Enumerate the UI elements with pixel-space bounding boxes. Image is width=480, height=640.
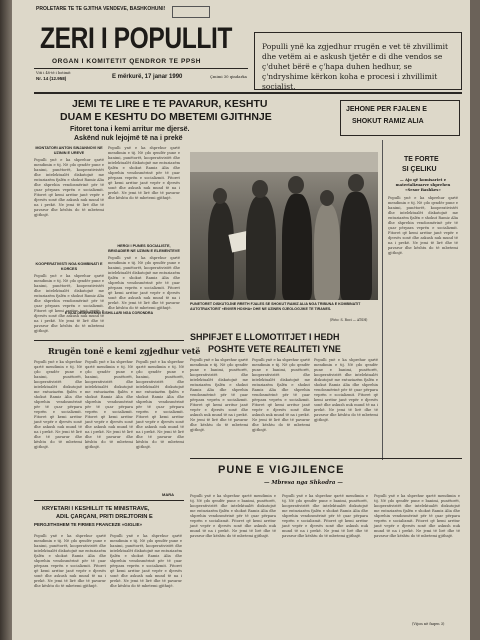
photo-credit: (Foto: S. Roci — ATSH) <box>330 318 368 322</box>
workers-photo <box>190 152 378 300</box>
masthead-rule <box>34 68 248 69</box>
vigilance-column-1: Populli ynë e ka shprehur qartë mendimin e tij. Në çdo qendër pune e banimi, punëtorët, kooperativistët dhe intelektualët diskutojnë me entuziazëm fjalën e shokut Ramiz Alia dhe shprehin vendosmërinë për të çuar përpara veprën e socializmit. Fitoret që kemi arritur janë vepër e djersës sonë dhe askush nuk mund të na i prekë. Ne jemi të lirë dhe të pavarur dhe kështu do të mbetemi gjithnjë. <box>190 494 276 538</box>
lead-subhead-2: Askënd nuk lejojmë të na i prekë <box>74 135 183 142</box>
byline-4: E BIJA DEMIRHEMMI KISHILLARI NGA CORONDRA <box>64 311 154 315</box>
vigilance-subhead: — Mbresa nga Shkodra — <box>264 480 343 486</box>
road-column-3: Populli ynë e ka shprehur qartë mendimin e tij. Në çdo qendër pune e banimi, punëtorët, kooperativistët dhe intelektualët diskutojnë me entuziazëm fjalën e shokut Ramiz Alia dhe shprehin vendosmërinë për të çuar përpara veprën e socializmit. Fitoret që kemi arritur janë vepër e djersës sonë dhe askush nuk mund të na i prekë. Ne jemi të lirë dhe të pavarur dhe kështu do të mbetemi gjithnjë. <box>136 360 184 449</box>
newspaper-page <box>12 0 470 640</box>
right-heading-2: SI ÇELIKU <box>402 166 437 173</box>
article-column-3: Populli ynë e ka shprehur qartë mendimin e tij. Në çdo qendër pune e banimi, punëtorët, kooperativistët dhe intelektualët diskutojnë me entuziazëm fjalën e shokut Ramiz Alia dhe shprehin vendosmërinë për të çuar përpara veprën e socializmit. Fitoret që kemi arritur janë vepër e djersës sonë dhe askush nuk mund të na i prekë. Ne jemi të lirë dhe të pavarur dhe kështu do të mbetemi gjithnjë. <box>34 274 104 333</box>
vigilance-rule <box>190 458 462 459</box>
second-column-1: Populli ynë e ka shprehur qartë mendimin e tij. Në çdo qendër pune e banimi, punëtorët, kooperativistët dhe intelektualët diskutojnë me entuziazëm fjalën e shokut Ramiz Alia dhe shprehin vendosmërinë për të çuar përpara veprën e socializmit. Fitoret që kemi arritur janë vepër e djersës sonë dhe askush nuk mund të na i prekë. Ne jemi të lirë dhe të pavarur dhe kështu do të mbetemi gjithnjë. <box>190 358 248 432</box>
masthead-subtitle: ORGAN I KOMITETIT QENDROR TE PPSH <box>52 58 202 65</box>
road-column-2: Populli ynë e ka shprehur qartë mendimin e tij. Në çdo qendër pune e banimi, punëtorët, kooperativistët dhe intelektualët diskutojnë me entuziazëm fjalën e shokut Ramiz Alia dhe shprehin vendosmërinë për të çuar përpara veprën e socializmit. Fitoret që kemi arritur janë vepër e djersës sonë dhe askush nuk mund të na i prekë. Ne jemi të lirë dhe të pavarur dhe kështu do të mbetemi gjithnjë. <box>85 360 133 449</box>
article-column-4: Populli ynë e ka shprehur qartë mendimin e tij. Në çdo qendër pune e banimi, punëtorët, kooperativistët dhe intelektualët diskutojnë me entuziazëm fjalën e shokut Ramiz Alia dhe shprehin vendosmërinë për të çuar përpara veprën e socializmit. Fitoret që kemi arritur janë vepër e djersës sonë dhe askush nuk mund të na i prekë. Ne jemi të lirë dhe të pavarur dhe kështu do të mbetemi gjithnjë. <box>108 256 180 310</box>
lead-headline-1: JEMI TE LIRE E TE PAVARUR, KESHTU <box>72 98 268 110</box>
byline-1: MONTATORI ANTON SINJANNOVI NE UZININ E UREVE <box>35 146 103 155</box>
byline-3: KOOPERATIVISTI NGA KOMBINATI E KORCES <box>35 262 103 271</box>
second-column-2: Populli ynë e ka shprehur qartë mendimin e tij. Në çdo qendër pune e banimi, punëtorët, kooperativistët dhe intelektualët diskutojnë me entuziazëm fjalën e shokut Ramiz Alia dhe shprehin vendosmërinë për të çuar përpara veprën e socializmit. Fitoret që kemi arritur janë vepër e djersës sonë dhe askush nuk mund të na i prekë. Ne jemi të lirë dhe të pavarur dhe kështu do të mbetemi gjithnjë. <box>252 358 310 432</box>
quote-text: Populli ynë ka zgjedhur rrugën e vet të zhvillimit dhe vetëm ai e askush tjetër e di dhe vendos se ç'duhet bërë e ç'hapa duhen hedhur, se ç'ndryshime kërkon koha e procesi i zhvillimit socialist. <box>262 42 449 91</box>
signature-mara: MARA <box>162 492 174 497</box>
stamp <box>172 6 210 18</box>
photo-caption: PUNETORET DISKUTOJNE RRETH FJALES SE SHOKUT RAMIZ ALIA NGA TRIBUNA E KOMBINATIT AUTOTRAKTORIT «ENVER HOXHA» DHE NE UZINEN GJEOLOGJIKE TE TIRANES. <box>190 302 361 311</box>
article-column-1: Populli ynë e ka shprehur qartë mendimin e tij. Në çdo qendër pune e banimi, punëtorët, kooperativistët dhe intelektualët diskutojnë me entuziazëm fjalën e shokut Ramiz Alia dhe shprehin vendosmërinë për të çuar përpara veprën e socializmit. Fitoret që kemi arritur janë vepër e djersës sonë dhe askush nuk mund të na i prekë. Ne jemi të lirë dhe të pavarur dhe kështu do të mbetemi gjithnjë. <box>34 158 104 217</box>
vigilance-column-3: Populli ynë e ka shprehur qartë mendimin e tij. Në çdo qendër pune e banimi, punëtorët, kooperativistët dhe intelektualët diskutojnë me entuziazëm fjalën e shokut Ramiz Alia dhe shprehin vendosmërinë për të çuar përpara veprën e socializmit. Fitoret që kemi arritur janë vepër e djersës sonë dhe askush nuk mund të na i prekë. Ne jemi të lirë dhe të pavarur dhe kështu do të mbetemi gjithnjë. <box>374 494 460 538</box>
right-heading-1: TE FORTE <box>404 156 439 163</box>
lead-subhead-1: Fitoret tona i kemi arritur me djersë. <box>70 126 190 133</box>
issue-price: Çmimi 30 qindarka <box>210 74 247 79</box>
bottom-left-line-1: KRYETARI I KESHILLIT TE MINISTRAVE, <box>42 506 150 512</box>
continued-note: (Vijon në faqen 3) <box>412 622 445 626</box>
vigilance-column-2: Populli ynë e ka shprehur qartë mendimin e tij. Në çdo qendër pune e banimi, punëtorët, kooperativistët dhe intelektualët diskutojnë me entuziazëm fjalën e shokut Ramiz Alia dhe shprehin vendosmërinë për të çuar përpara veprën e socializmit. Fitoret që kemi arritur janë vepër e djersës sonë dhe askush nuk mund të na i prekë. Ne jemi të lirë dhe të pavarur dhe kështu do të mbetemi gjithnjë. <box>282 494 368 538</box>
bottom-left-rule <box>34 500 184 501</box>
right-intro: — Ajo që komisariet e materializuarve shprehen «Sesor Bashkes» <box>395 177 451 192</box>
byline-2: HEROI I PUNES SOCIALISTE, BRIGADIER NE UZININ E ELEMENTEVE <box>108 244 180 253</box>
road-rule <box>34 340 184 341</box>
right-col-rule <box>382 140 383 460</box>
road-headline: Rrugën tonë e kemi zgjedhur vetë <box>48 346 201 356</box>
lead-headline-2: DUAM E KESHTU DO MBETEMI GJITHNJE <box>60 111 272 123</box>
road-column-1: Populli ynë e ka shprehur qartë mendimin e tij. Në çdo qendër pune e banimi, punëtorët, kooperativistët dhe intelektualët diskutojnë me entuziazëm fjalën e shokut Ramiz Alia dhe shprehin vendosmërinë për të çuar përpara veprën e socializmit. Fitoret që kemi arritur janë vepër e djersës sonë dhe askush nuk mund të na i prekë. Ne jemi të lirë dhe të pavarur dhe kështu do të mbetemi gjithnjë. <box>34 360 82 449</box>
issue-number: Nr. 14 (12.958) <box>36 76 67 81</box>
issue-date: E mërkurë, 17 janar 1990 <box>112 74 183 80</box>
masthead-bottom-rule <box>34 92 462 94</box>
second-headline-2: POSHTE VETE REALITETI YNE <box>208 344 341 354</box>
right-column-body: Populli ynë e ka shprehur qartë mendimin e tij. Në çdo qendër pune e banimi, punëtorët, kooperativistët dhe intelektualët diskutojnë me entuziazëm fjalën e shokut Ramiz Alia dhe shprehin vendosmërinë për të çuar përpara veprën e socializmit. Fitoret që kemi arritur janë vepër e djersës sonë dhe askush nuk mund të na i prekë. Ne jemi të lirë dhe të pavarur dhe kështu do të mbetemi gjithnjë. <box>388 196 458 255</box>
masthead-slogan: PROLETARE TE TE GJITHA VENDEVE, BASHKOHUNI! <box>36 6 166 12</box>
tribute-line-1: JEHONE PER FJALEN E <box>346 106 427 113</box>
article-column-2: Populli ynë e ka shprehur qartë mendimin e tij. Në çdo qendër pune e banimi, punëtorët, kooperativistët dhe intelektualët diskutojnë me entuziazëm fjalën e shokut Ramiz Alia dhe shprehin vendosmërinë për të çuar përpara veprën e socializmit. Fitoret që kemi arritur janë vepër e djersës sonë dhe askush nuk mund të na i prekë. Ne jemi të lirë dhe të pavarur dhe kështu do të mbetemi gjithnjë. <box>108 146 180 200</box>
bottom-left-column-1: Populli ynë e ka shprehur qartë mendimin e tij. Në çdo qendër pune e banimi, punëtorët, kooperativistët dhe intelektualët diskutojnë me entuziazëm fjalën e shokut Ramiz Alia dhe shprehin vendosmërinë për të çuar përpara veprën e socializmit. Fitoret që kemi arritur janë vepër e djersës sonë dhe askush nuk mund të na i prekë. Ne jemi të lirë dhe të pavarur dhe kështu do të mbetemi gjithnjë. <box>34 534 106 588</box>
masthead-title: ZERI I POPULLIT <box>40 22 233 55</box>
bottom-left-column-2: Populli ynë e ka shprehur qartë mendimin e tij. Në çdo qendër pune e banimi, punëtorët, kooperativistët dhe intelektualët diskutojnë me entuziazëm fjalën e shokut Ramiz Alia dhe shprehin vendosmërinë për të çuar përpara veprën e socializmit. Fitoret që kemi arritur janë vepër e djersës sonë dhe askush nuk mund të na i prekë. Ne jemi të lirë dhe të pavarur dhe kështu do të mbetemi gjithnjë. <box>110 534 182 588</box>
vigilance-headline: PUNE E VIGJILENCE <box>218 464 345 476</box>
tribute-line-2: SHOKUT RAMIZ ALIA <box>352 118 424 125</box>
issue-year: Viti i 48-të i botimit <box>36 71 71 75</box>
second-headline-1: SHPIFJET E LLOMOTITJET I HEDH <box>190 332 340 342</box>
bottom-left-line-3: PERGJITHSHEM TE FIRMES FRANCEZE «GIGLIE» <box>34 522 143 527</box>
second-column-3: Populli ynë e ka shprehur qartë mendimin e tij. Në çdo qendër pune e banimi, punëtorët, kooperativistët dhe intelektualët diskutojnë me entuziazëm fjalën e shokut Ramiz Alia dhe shprehin vendosmërinë për të çuar përpara veprën e socializmit. Fitoret që kemi arritur janë vepër e djersës sonë dhe askush nuk mund të na i prekë. Ne jemi të lirë dhe të pavarur dhe kështu do të mbetemi gjithnjë. <box>314 358 378 422</box>
bottom-left-line-2: ADIL ÇARÇANI, PRITI DREJTORIN E <box>56 514 153 520</box>
